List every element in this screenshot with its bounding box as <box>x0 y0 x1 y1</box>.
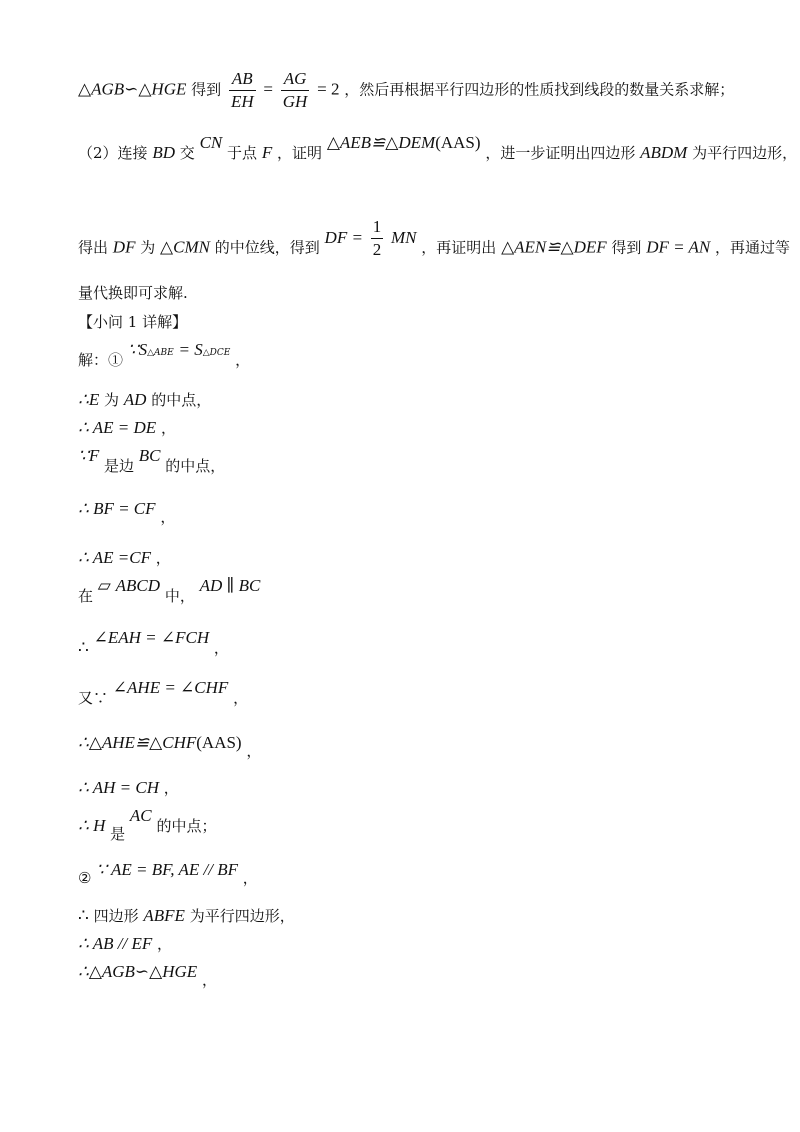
solution-line-19 <box>78 906 295 926</box>
therefore-symbol: ∴ <box>78 906 89 925</box>
math: ∴E <box>78 390 100 409</box>
similar-triangles-expr: ∴△AGB∽△HGE <box>78 962 198 981</box>
solution-line-6 <box>78 340 251 373</box>
text: 解：① <box>78 351 124 369</box>
text: ，进一步证明出四边形 <box>485 144 636 162</box>
text: 为 <box>103 391 119 409</box>
text: ， <box>246 742 262 760</box>
solution-line-21 <box>78 962 217 989</box>
denominator: 2 <box>372 240 382 259</box>
denominator: GH <box>282 92 308 111</box>
solution-line-13 <box>78 628 229 658</box>
text: ， <box>233 689 249 707</box>
numerator: 1 <box>371 216 384 239</box>
math: DF <box>112 237 136 257</box>
solution-line-10 <box>78 499 176 526</box>
math: ABFE <box>143 906 185 925</box>
text: ， <box>201 971 217 989</box>
math: = S <box>178 340 203 359</box>
math: ∵ AE = BF, AE // BF <box>96 860 238 879</box>
text: 四边形 <box>93 907 139 925</box>
math: DF = AN <box>646 237 711 257</box>
text: 的中点， <box>165 457 226 475</box>
text: 于点 <box>227 144 258 162</box>
math: ∴ AB // EF <box>78 934 153 953</box>
therefore-symbol: ∴ <box>78 638 89 657</box>
text: 为 <box>140 238 156 257</box>
text: （2）连接 <box>78 144 148 162</box>
math: BC <box>138 446 161 465</box>
text: 的中点； <box>156 817 217 835</box>
text: ， <box>242 869 258 887</box>
solution-line-18 <box>78 860 258 887</box>
text: 得出 <box>78 238 109 257</box>
text: ， <box>157 935 173 953</box>
solution-line-20 <box>78 934 172 954</box>
text: 是边 <box>103 457 134 475</box>
section-heading: 【小问 1 详解】 <box>78 313 188 331</box>
subscript: △DCE <box>202 348 231 358</box>
math: (AAS) <box>196 733 242 752</box>
analysis-line-4: 量代换即可求解. <box>78 284 188 302</box>
solution-line-8 <box>78 418 176 438</box>
congruence-expr: △AEN≌△DEF <box>501 237 607 257</box>
math: (AAS) <box>435 133 481 152</box>
solution-line-9 <box>78 446 226 476</box>
text: 的中位线，得到 <box>214 238 320 257</box>
math: ABDM <box>640 143 688 162</box>
text: ， <box>160 419 176 437</box>
math: ∴ BF = CF <box>78 499 156 518</box>
text: 得到 <box>611 238 642 257</box>
math: ∴ H <box>78 816 106 835</box>
fraction-ag-gh <box>281 68 310 113</box>
ratio-value: = 2 <box>317 79 340 99</box>
math: AD ∥ BC <box>199 576 261 595</box>
numerator: AB <box>229 68 256 91</box>
text: ，证明 <box>277 144 323 162</box>
math: MN <box>391 227 417 247</box>
solution-line-11 <box>78 548 171 568</box>
math: ∵F <box>78 446 100 465</box>
parallelogram-symbol: ▱ <box>97 576 111 595</box>
math: △CMN <box>160 237 210 257</box>
solution-line-7 <box>78 390 211 410</box>
congruence-expr: △AEB≌△DEM <box>326 133 436 152</box>
analysis-line-1: △AGB∽△HGE 得到 $\frac{AB}{EH}$ = $\frac{AG}{GH}$ = 2 ，然后再根据平行四边形的性质找到线段的数量关系求解； <box>78 69 735 111</box>
math: BD <box>152 143 175 162</box>
text: 交 <box>179 144 195 162</box>
subscript: △ABE <box>147 348 174 358</box>
text: ， <box>163 779 179 797</box>
congruence-expr: ∴△AHE≌△CHF <box>78 733 197 752</box>
math: ABCD <box>115 576 161 595</box>
numerator: AG <box>281 68 310 91</box>
math: CN <box>199 133 223 152</box>
text: ，然后再根据平行四边形的性质找到线段的数量关系求解； <box>344 80 735 99</box>
math: AC <box>129 806 152 825</box>
similar-triangles-expr: △AGB∽△HGE <box>78 79 187 99</box>
text: 中， <box>164 587 195 605</box>
math: F <box>261 143 273 162</box>
text: 的中点， <box>151 391 212 409</box>
text: 是 <box>110 825 126 843</box>
math: ∴ AH = CH <box>78 778 160 797</box>
math: ∴ AE =CF <box>78 548 151 567</box>
solution-line-17 <box>78 806 217 843</box>
text: ， <box>235 351 251 369</box>
analysis-line-3 <box>78 217 791 271</box>
text: ， <box>160 508 176 526</box>
math: ∠EAH = ∠FCH <box>93 628 210 647</box>
solution-line-12 <box>78 576 261 606</box>
text: ，再通过等 <box>715 238 791 257</box>
text: ，再证明出 <box>421 238 497 257</box>
math: ∴ AE = DE <box>78 418 157 437</box>
text: ， <box>213 639 229 657</box>
text: 为平行四边形， <box>692 144 798 162</box>
text: ② <box>78 869 92 887</box>
solution-line-15 <box>78 733 262 760</box>
math: ∠AHE = ∠CHF <box>112 678 229 697</box>
fraction-one-half <box>371 216 384 261</box>
solution-line-14 <box>78 678 249 708</box>
analysis-line-2 <box>78 133 798 163</box>
math: DF = <box>324 227 363 247</box>
text: 又∵ <box>78 689 109 707</box>
text: ， <box>155 549 171 567</box>
text: 得到 <box>191 80 222 99</box>
fraction-ab-eh <box>229 68 256 113</box>
math: ∵S <box>127 340 148 359</box>
solution-line-16 <box>78 778 179 798</box>
text: 在 <box>78 587 94 605</box>
math: AD <box>123 390 147 409</box>
text: 为平行四边形， <box>189 907 295 925</box>
denominator: EH <box>230 92 254 111</box>
